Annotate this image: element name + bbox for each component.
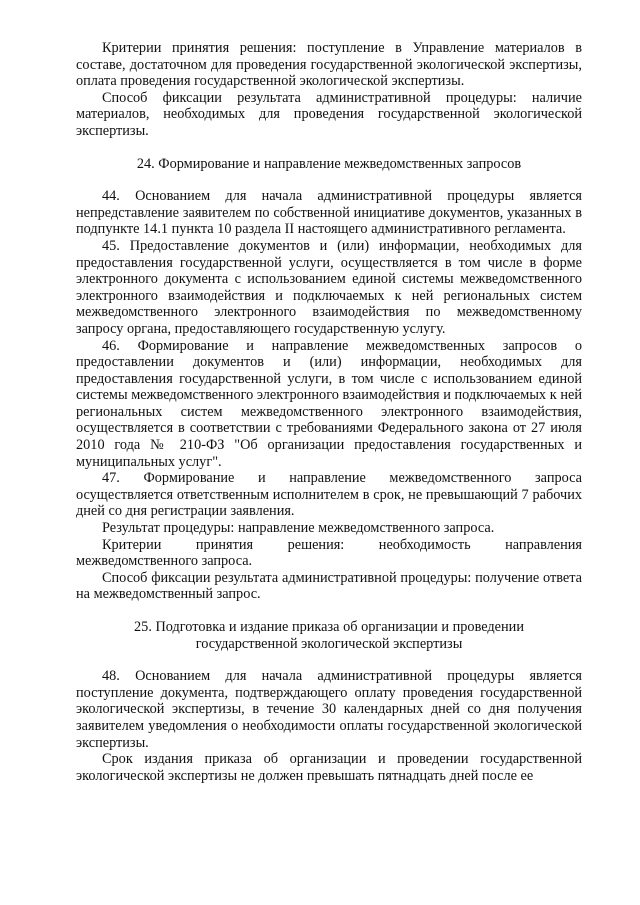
paragraph-criteria-2: Критерии принятия решения: необходимость направления межведомственного запроса. — [76, 536, 582, 570]
paragraph-47: 47. Формирование и направление межведомственного запроса осуществляется ответственным исполнителем в срок, не превышающий 7 рабочих дней со дня регистрации заявления. — [76, 470, 582, 520]
paragraph-46: 46. Формирование и направление межведомственных запросов о предоставлении документов и (или) информации, необходимых для предоставления государственной услуги, в том числе с использованием единой системы межведомственного электронного взаимодействия и подключаемых к ней региональных систем межведомственного электронного взаимодействия, осуществляется в соответствии с требованиями Федерального закона от 27 июля 2010 года № 210-ФЗ "Об организации предоставления государственных и муниципальных услуг". — [76, 337, 582, 470]
paragraph-criteria: Критерии принятия решения: поступление в Управление материалов в составе, достаточном для проведения государственной экологической экспертизы, оплата проведения государственной экологической экспертизы. — [76, 40, 582, 90]
paragraph-48: 48. Основанием для начала административной процедуры является поступление документа, подтверждающего оплату проведения государственной экологической экспертизы, в течение 30 календарных дней со дня получения заявителем уведомления о необходимости оплаты государственной экологической экспертизы. — [76, 668, 582, 751]
paragraph-45: 45. Предоставление документов и (или) информации, необходимых для предоставления государственной услуги, осуществляется в том числе в форме электронного документа с использованием единой системы межведомственного электронного взаимодействия и подключаемых к ней региональных систем межведомственного электронного взаимодействия по межведомственному запросу органа, предоставляющего государственную услугу. — [76, 237, 582, 337]
paragraph-44: 44. Основанием для начала административной процедуры является непредставление заявителем по собственной инициативе документов, указанных в подпункте 14.1 пункта 10 раздела II настоящего административного регламента. — [76, 188, 582, 238]
paragraph-fixation-2: Способ фиксации результата административной процедуры: получение ответа на межведомственный запрос. — [76, 569, 582, 603]
paragraph-result: Результат процедуры: направление межведомственного запроса. — [102, 520, 495, 537]
paragraph-fixation: Способ фиксации результата административной процедуры: наличие материалов, необходимых для проведения государственной экологической экспертизы. — [76, 89, 582, 139]
paragraph-deadline: Срок издания приказа об организации и проведении государственной экологической экспертизы не должен превышать пятнадцать дней после ее — [76, 751, 582, 784]
section-24-heading: 24. Формирование и направление межведомственных запросов — [136, 155, 522, 172]
section-25-heading: 25. Подготовка и издание приказа об организации и проведении государственной экологической экспертизы — [134, 619, 524, 652]
document-page — [76, 40, 582, 784]
